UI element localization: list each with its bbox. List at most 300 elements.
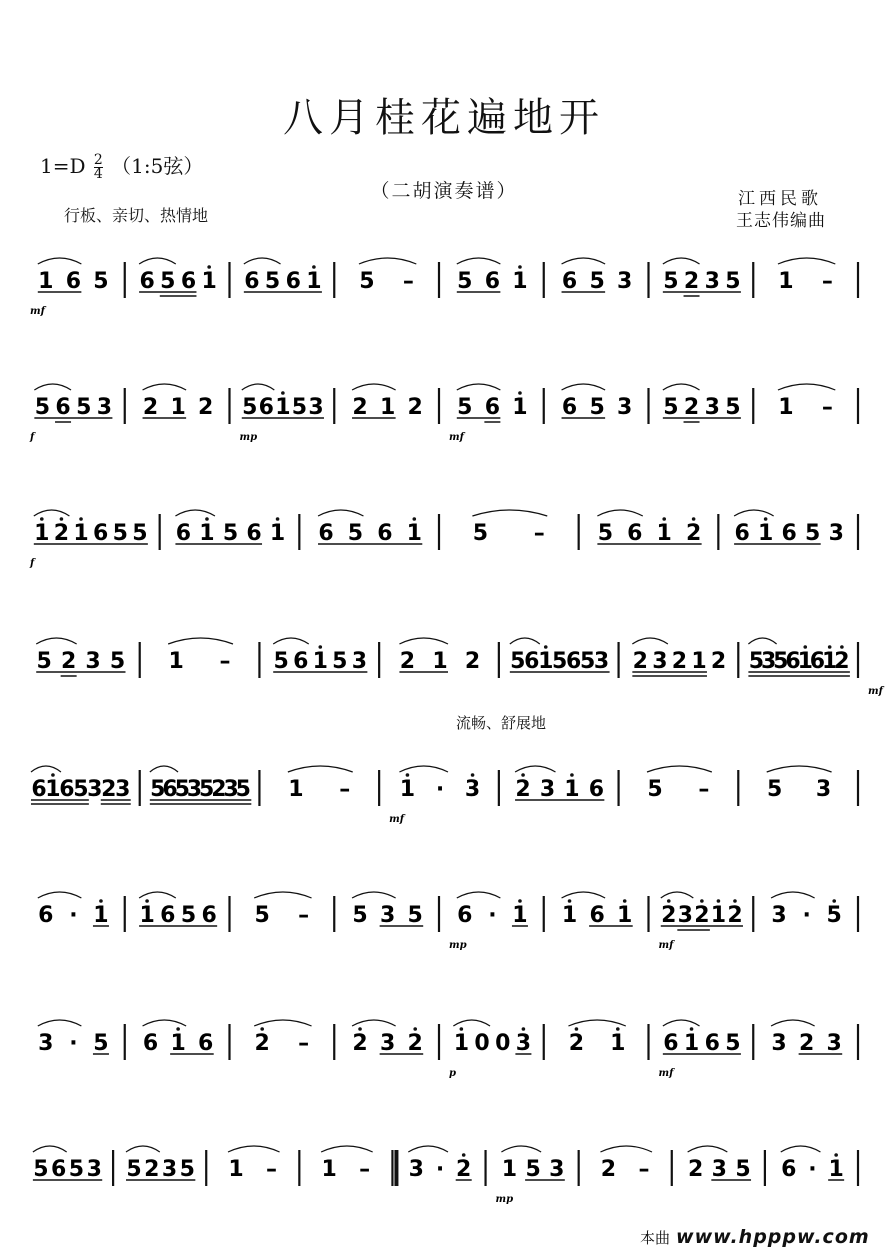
note: 3	[760, 649, 777, 674]
note: 5	[725, 269, 741, 294]
note: 3	[351, 649, 368, 674]
note: 1	[512, 269, 528, 294]
note: 2	[60, 649, 77, 674]
tempo-marking: 行板、亲切、热情地	[64, 206, 209, 225]
note: 5	[222, 521, 239, 546]
octave-dot	[568, 899, 572, 903]
tuning-label: （1:5弦）	[111, 154, 204, 178]
key-label: 1=D	[40, 154, 86, 178]
dynamic-mark: f	[30, 558, 35, 569]
slur-arc	[254, 1020, 311, 1026]
octave-dot	[521, 773, 525, 777]
note: 6	[162, 777, 178, 802]
note: 3	[539, 777, 556, 802]
note: 6	[198, 1031, 214, 1056]
note: 5	[254, 903, 270, 928]
note: 2	[683, 395, 700, 420]
dynamic-mark: mf	[868, 686, 883, 697]
note: 6	[55, 395, 71, 420]
octave-dot	[840, 645, 844, 649]
note: 5	[273, 649, 289, 674]
slur-arc	[34, 384, 71, 390]
slur-arc	[597, 510, 642, 516]
note: 1	[561, 903, 578, 928]
note: 5	[826, 903, 842, 928]
octave-dot	[51, 773, 55, 777]
note: 1	[757, 521, 774, 546]
note: 3	[515, 1031, 532, 1056]
slur-arc	[472, 510, 547, 516]
slur-arc	[175, 510, 215, 516]
slur-arc	[600, 1146, 652, 1152]
note: 1	[797, 649, 813, 674]
note: 3	[464, 777, 481, 802]
note: 5	[132, 521, 148, 546]
note: 2	[683, 269, 700, 294]
note: 6	[484, 269, 501, 294]
note: 5	[76, 395, 92, 420]
note: 5	[510, 649, 526, 674]
note: 1	[822, 649, 838, 674]
note: 0	[474, 1031, 490, 1056]
note: 5	[126, 1157, 142, 1182]
octave-dot	[145, 899, 149, 903]
song-origin: 江西民歌	[738, 189, 822, 209]
slur-arc	[515, 766, 555, 772]
note: –	[359, 1157, 371, 1182]
slur-arc	[143, 384, 187, 390]
slur-arc	[139, 892, 176, 898]
octave-dot	[260, 1027, 264, 1031]
slur-arc	[661, 892, 694, 898]
note: 5	[73, 777, 89, 802]
note: –	[698, 777, 710, 802]
note: 2	[671, 649, 688, 674]
octave-dot	[406, 773, 410, 777]
slur-arc	[288, 766, 353, 772]
note: ·	[802, 903, 811, 928]
note: 2	[399, 649, 416, 674]
note: 3	[408, 1157, 424, 1182]
note: 6	[51, 1157, 67, 1182]
note: 1	[453, 1031, 469, 1056]
note: 0	[495, 1031, 511, 1056]
note: 1	[73, 521, 89, 546]
note: 5	[93, 269, 109, 294]
slur-arc	[352, 892, 396, 898]
octave-dot	[828, 645, 832, 649]
note: 6	[244, 269, 260, 294]
note: 2	[352, 395, 368, 420]
note: 3	[771, 1031, 787, 1056]
note: 3	[38, 1031, 54, 1056]
dynamic-mark: mf	[30, 306, 45, 317]
note: 6	[561, 395, 578, 420]
arranger-credit: 王志伟编曲	[736, 211, 826, 231]
note: 2	[694, 903, 710, 928]
note: 3	[593, 649, 610, 674]
note: 1	[170, 1031, 186, 1056]
note: 3	[677, 903, 693, 928]
note: 2	[661, 903, 677, 928]
slur-arc	[150, 766, 178, 772]
slur-arc	[31, 766, 61, 772]
note: 1	[399, 777, 416, 802]
note: 5	[112, 521, 128, 546]
note: 3	[379, 1031, 396, 1056]
note: 2	[407, 1031, 423, 1056]
note: 2	[687, 1157, 704, 1182]
note: 1	[168, 649, 184, 674]
slur-arc	[168, 638, 233, 644]
note: 2	[464, 649, 481, 674]
note: 5	[242, 395, 258, 420]
slur-arc	[408, 1146, 448, 1152]
note: 6	[785, 649, 801, 674]
note: 5	[68, 1157, 85, 1182]
slur-arc	[143, 1020, 187, 1026]
note: 5	[359, 269, 375, 294]
octave-dot	[575, 1027, 579, 1031]
note: 2	[685, 521, 702, 546]
note: 1	[617, 903, 633, 928]
note: 1	[201, 269, 217, 294]
note: 2	[456, 1157, 472, 1182]
note: 5	[199, 777, 215, 802]
note: 3	[96, 395, 113, 420]
slur-arc	[359, 258, 416, 264]
dynamic-mark: mp	[449, 940, 467, 951]
octave-dot	[522, 1027, 526, 1031]
octave-dot	[207, 265, 211, 269]
dynamic-mark: mf	[389, 814, 405, 825]
octave-dot	[40, 517, 44, 521]
note: 1	[93, 903, 109, 928]
note: 6	[561, 269, 578, 294]
octave-dot	[358, 1027, 362, 1031]
note: 1	[275, 395, 291, 420]
octave-dot	[205, 517, 209, 521]
note: 3	[652, 649, 668, 674]
note: 1	[306, 269, 322, 294]
note: 3	[86, 1157, 102, 1182]
note: 3	[549, 1157, 565, 1182]
slur-arc	[663, 1020, 700, 1026]
octave-dot	[312, 265, 316, 269]
slur-arc	[399, 766, 448, 772]
note: 1	[828, 1157, 844, 1182]
note: 2	[710, 649, 727, 674]
note: 5	[235, 777, 251, 802]
note: 6	[566, 649, 582, 674]
note: 3	[828, 521, 844, 546]
note: 1	[778, 395, 794, 420]
note: 6	[285, 269, 301, 294]
note: 2	[198, 395, 214, 420]
note: 5	[457, 269, 473, 294]
slur-arc	[254, 892, 311, 898]
note: 2	[53, 521, 70, 546]
note: 6	[377, 521, 393, 546]
slur-arc	[321, 1146, 373, 1152]
note: 6	[734, 521, 750, 546]
octave-dot	[834, 1153, 838, 1157]
note: 1	[269, 521, 286, 546]
note: 6	[588, 777, 605, 802]
note: 1	[564, 777, 580, 802]
note: –	[402, 269, 414, 294]
note: 6	[524, 649, 540, 674]
slur-arc	[568, 1020, 625, 1026]
note: 6	[201, 903, 217, 928]
note: 1	[610, 1031, 626, 1056]
note: 5	[36, 649, 52, 674]
note: 1	[710, 903, 727, 928]
dynamic-mark: mf	[658, 1068, 674, 1079]
expression-marking: 流畅、舒展地	[456, 714, 547, 732]
slur-arc	[399, 638, 448, 644]
note: 3	[704, 395, 720, 420]
note: 2	[352, 1031, 368, 1056]
note: 5	[150, 777, 166, 802]
slur-arc	[748, 638, 776, 644]
note: 6	[65, 269, 82, 294]
note: 5	[407, 903, 423, 928]
note: 5	[347, 521, 364, 546]
slur-arc	[38, 1020, 82, 1026]
note: 1	[379, 395, 396, 420]
note: 6	[704, 1031, 720, 1056]
note: 3	[87, 777, 103, 802]
octave-dot	[176, 1027, 180, 1031]
slur-arc	[767, 766, 832, 772]
note: 6	[160, 903, 176, 928]
note: 6	[627, 521, 643, 546]
octave-dot	[99, 899, 103, 903]
dynamic-mark: mp	[239, 432, 258, 443]
octave-dot	[803, 645, 807, 649]
slur-arc	[457, 258, 501, 264]
note: 1	[228, 1157, 244, 1182]
octave-dot	[518, 391, 522, 395]
watermark-prefix: 本曲	[640, 1229, 671, 1247]
slur-arc	[126, 1146, 160, 1152]
note: 6	[457, 903, 473, 928]
octave-dot	[667, 899, 671, 903]
note: 6	[318, 521, 334, 546]
note: 5	[291, 395, 308, 420]
octave-dot	[717, 899, 721, 903]
note: 5	[352, 903, 368, 928]
note: 6	[38, 903, 54, 928]
note: 6	[663, 1031, 679, 1056]
octave-dot	[460, 1027, 464, 1031]
note: 5	[773, 649, 789, 674]
octave-dot	[690, 1027, 694, 1031]
slur-arc	[663, 258, 700, 264]
note: –	[533, 521, 545, 546]
note: 2	[254, 1031, 270, 1056]
note: 5	[579, 649, 596, 674]
slur-arc	[562, 258, 606, 264]
note: 2	[798, 1031, 815, 1056]
note: 5	[663, 269, 679, 294]
octave-dot	[616, 1027, 620, 1031]
note: 6	[781, 1157, 797, 1182]
note: 2	[727, 903, 743, 928]
slur-arc	[352, 1020, 396, 1026]
note: 2	[211, 777, 227, 802]
note: 5	[552, 649, 568, 674]
slur-arc	[688, 1146, 728, 1152]
slur-arc	[771, 892, 815, 898]
dynamic-mark: mp	[495, 1194, 514, 1205]
octave-dot	[281, 391, 285, 395]
note: 5	[805, 521, 821, 546]
octave-dot	[544, 645, 548, 649]
note: 1	[288, 777, 304, 802]
note: 5	[93, 1031, 109, 1056]
note: 5	[589, 395, 605, 420]
note: 5	[174, 777, 190, 802]
note: –	[821, 395, 833, 420]
score-title: 八月桂花遍地开	[283, 95, 605, 141]
slur-arc	[34, 510, 70, 516]
note: –	[298, 903, 310, 928]
note: 6	[809, 649, 826, 674]
note: 1	[501, 1157, 518, 1182]
note: 5	[663, 395, 679, 420]
note: 5	[34, 395, 50, 420]
octave-dot	[79, 517, 83, 521]
note: 1	[45, 777, 61, 802]
slur-arc	[663, 384, 700, 390]
note: 1	[683, 1031, 700, 1056]
note: 6	[484, 395, 501, 420]
note: 3	[711, 1157, 727, 1182]
note: 6	[59, 777, 75, 802]
note: ·	[435, 1157, 445, 1182]
note: 3	[161, 1157, 178, 1182]
note: 6	[246, 521, 262, 546]
note: ·	[435, 777, 445, 802]
note: 2	[407, 395, 423, 420]
watermark	[640, 1226, 870, 1248]
slur-arc	[734, 510, 774, 516]
note: 1	[38, 269, 54, 294]
slur-arc	[632, 638, 668, 644]
slur-arc	[38, 258, 82, 264]
note: 5	[725, 1031, 741, 1056]
note: 2	[834, 649, 850, 674]
note: 6	[175, 521, 192, 546]
slur-arc	[273, 638, 309, 644]
watermark-site: www.hpppw.com	[676, 1226, 870, 1248]
dynamic-mark: f	[30, 432, 35, 443]
note: ·	[69, 903, 78, 928]
note: ·	[488, 903, 497, 928]
octave-dot	[60, 517, 64, 521]
slur-arc	[501, 1146, 541, 1152]
note: 2	[515, 777, 531, 802]
slur-arc	[139, 258, 176, 264]
note: 6	[139, 269, 155, 294]
note: –	[219, 649, 231, 674]
slur-arc	[647, 766, 712, 772]
note: 1	[199, 521, 215, 546]
note: 5	[180, 903, 197, 928]
octave-dot	[692, 517, 696, 521]
note: 1	[538, 649, 554, 674]
note: 1	[321, 1157, 337, 1182]
note: 2	[101, 777, 117, 802]
note: 5	[725, 395, 741, 420]
octave-dot	[733, 899, 737, 903]
note: 1	[778, 269, 794, 294]
note: 5	[767, 777, 783, 802]
note: 3	[115, 777, 131, 802]
note: 3	[617, 395, 633, 420]
note: 2	[632, 649, 648, 674]
octave-dot	[662, 517, 666, 521]
note: 3	[815, 777, 832, 802]
note: 1	[312, 649, 328, 674]
note: 3	[223, 777, 239, 802]
note: 5	[457, 395, 473, 420]
dynamic-mark: p	[449, 1068, 456, 1079]
octave-dot	[623, 899, 627, 903]
note: 3	[308, 395, 324, 420]
octave-dot	[700, 899, 704, 903]
note: 6	[258, 395, 274, 420]
slur-arc	[510, 638, 540, 644]
note: 6	[92, 521, 109, 546]
slur-arc	[781, 1146, 821, 1152]
note: 5	[589, 269, 605, 294]
slur-arc	[352, 384, 396, 390]
note: 3	[617, 269, 633, 294]
note: 2	[142, 395, 159, 420]
note: 5	[332, 649, 348, 674]
note: ·	[69, 1031, 78, 1056]
octave-dot	[462, 1153, 466, 1157]
note: 2	[568, 1031, 585, 1056]
note: 3	[379, 903, 396, 928]
octave-dot	[518, 265, 522, 269]
note: 1	[170, 395, 186, 420]
note: 2	[600, 1157, 617, 1182]
note: 1	[432, 649, 448, 674]
note: 3	[85, 649, 101, 674]
note: 5	[160, 269, 176, 294]
slur-arc	[562, 892, 606, 898]
octave-dot	[412, 517, 416, 521]
note: 1	[512, 395, 528, 420]
slur-arc	[453, 1020, 490, 1026]
note: 1	[34, 521, 50, 546]
note: 2	[144, 1157, 160, 1182]
slur-arc	[562, 384, 606, 390]
slur-arc	[244, 258, 281, 264]
slur-arc	[457, 384, 501, 390]
note: 3	[771, 903, 787, 928]
slur-arc	[38, 892, 82, 898]
slur-arc	[33, 1146, 67, 1152]
note: –	[339, 777, 351, 802]
note: 1	[139, 903, 155, 928]
note: 5	[264, 269, 281, 294]
octave-dot	[832, 899, 836, 903]
